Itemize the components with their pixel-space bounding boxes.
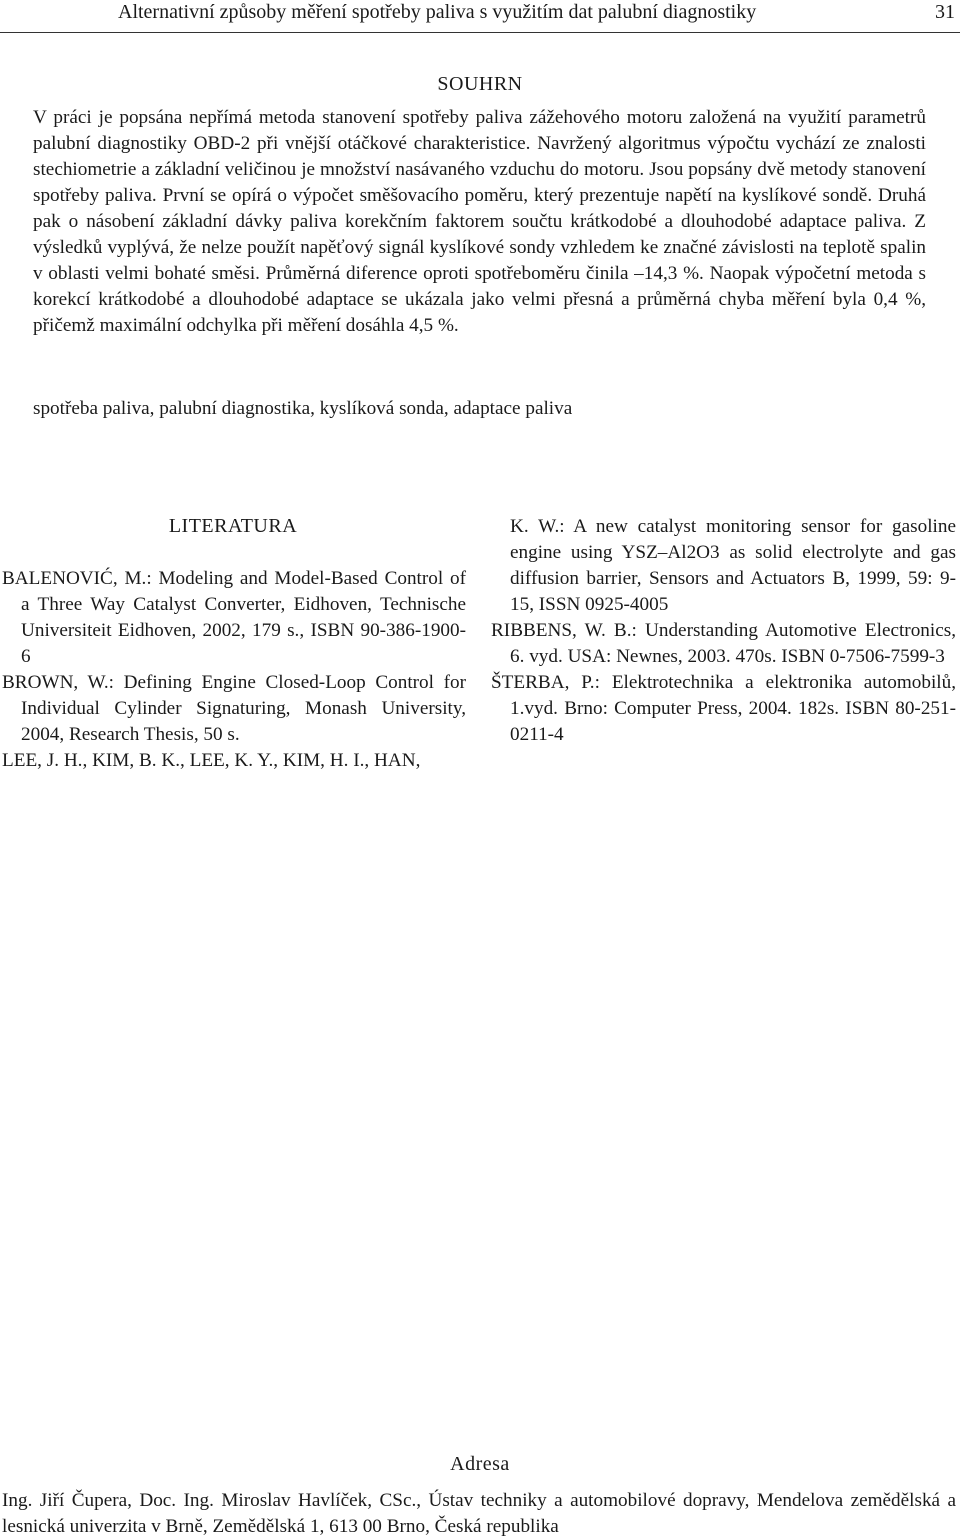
reference-entry: LEE, J. H., KIM, B. K., LEE, K. Y., KIM, H. I., HAN,: [2, 750, 421, 771]
summary-heading: SOUHRN: [437, 73, 523, 95]
reference-entry: BALENOVIĆ, M.: Modeling and Model-Based Control of a Three Way Catalyst Converter, Eidhoven, Technische Universiteit Eidhoven, 2002, 179 s., ISBN 90-386-1900-6: [2, 568, 466, 667]
literature-heading: LITERATURA: [168, 515, 298, 537]
summary-abstract: V práci je popsána nepřímá metoda stanovení spotřeby paliva zážehového motoru založená na využití parametrů palubní diagnostiky OBD-2 při vnější otáčkové charakteristice. Navržený algoritmus výpočtu vychází ze znalosti stechiometrie a základní veličinou je množství nasávaného vzduchu do motoru. Jsou popsány dvě metody stanovení spotřeby paliva. První se opírá o výpočet směšovacího poměru, který prezentuje napětí na kyslíkové sondě. Druhá pak o násobení základní dávky paliva korekčním faktorem součtu krátkodobé a dlouhodobé adaptace paliva. Z výsledků vyplývá, že nelze použít napěťový signál kyslíkové sondy vzhledem ke značné závislosti na teplotě spalin v oblasti velmi bohaté směsi. Průměrná diference oproti spotřeboměru činila –14,3 %. Naopak výpočetní metoda s korekcí krátkodobé a dlouhodobé adaptace se ukázala jako velmi přesná a průměrná chyba měření byla 0,4 %, přičemž maximální odchylka při měření dosáhla 4,5 %.: [33, 107, 926, 336]
address-heading: Adresa: [450, 1453, 510, 1475]
reference-entry: BROWN, W.: Defining Engine Closed-Loop Control for Individual Cylinder Signaturing, Monash University, 2004, Research Thesis, 50 s.: [2, 672, 466, 745]
reference-entry: ŠTERBA, P.: Elektrotechnika a elektronika automobilů, 1.vyd. Brno: Computer Press, 2004. 182s. ISBN 80-251-0211-4: [491, 672, 956, 745]
running-title: Alternativní způsoby měření spotřeby paliva s využitím dat palubní diagnostiky: [118, 1, 757, 23]
reference-entry-continuation: K. W.: A new catalyst monitoring sensor for gasoline engine using YSZ–Al2O3 as solid electrolyte and gas diffusion barrier, Sensors and Actuators B, 1999, 59: 9-15, ISSN 0925-4005: [510, 516, 956, 615]
references-left-column: [2, 566, 466, 774]
reference-entry: RIBBENS, W. B.: Understanding Automotive Electronics, 6. vyd. USA: Newnes, 2003. 470s. ISBN 0-7506-7599-3: [491, 620, 956, 667]
keywords: spotřeba paliva, palubní diagnostika, kyslíková sonda, adaptace paliva: [33, 398, 573, 419]
author-address: Ing. Jiří Čupera, Doc. Ing. Miroslav Havlíček, CSc., Ústav techniky a automobilové dopravy, Mendelova zemědělská a lesnická univerzita v Brně, Zemědělská 1, 613 00 Brno, Česká republika: [2, 1490, 956, 1537]
running-header: [0, 0, 960, 33]
references-right-column: [491, 514, 956, 748]
page-number: 31: [935, 1, 955, 23]
